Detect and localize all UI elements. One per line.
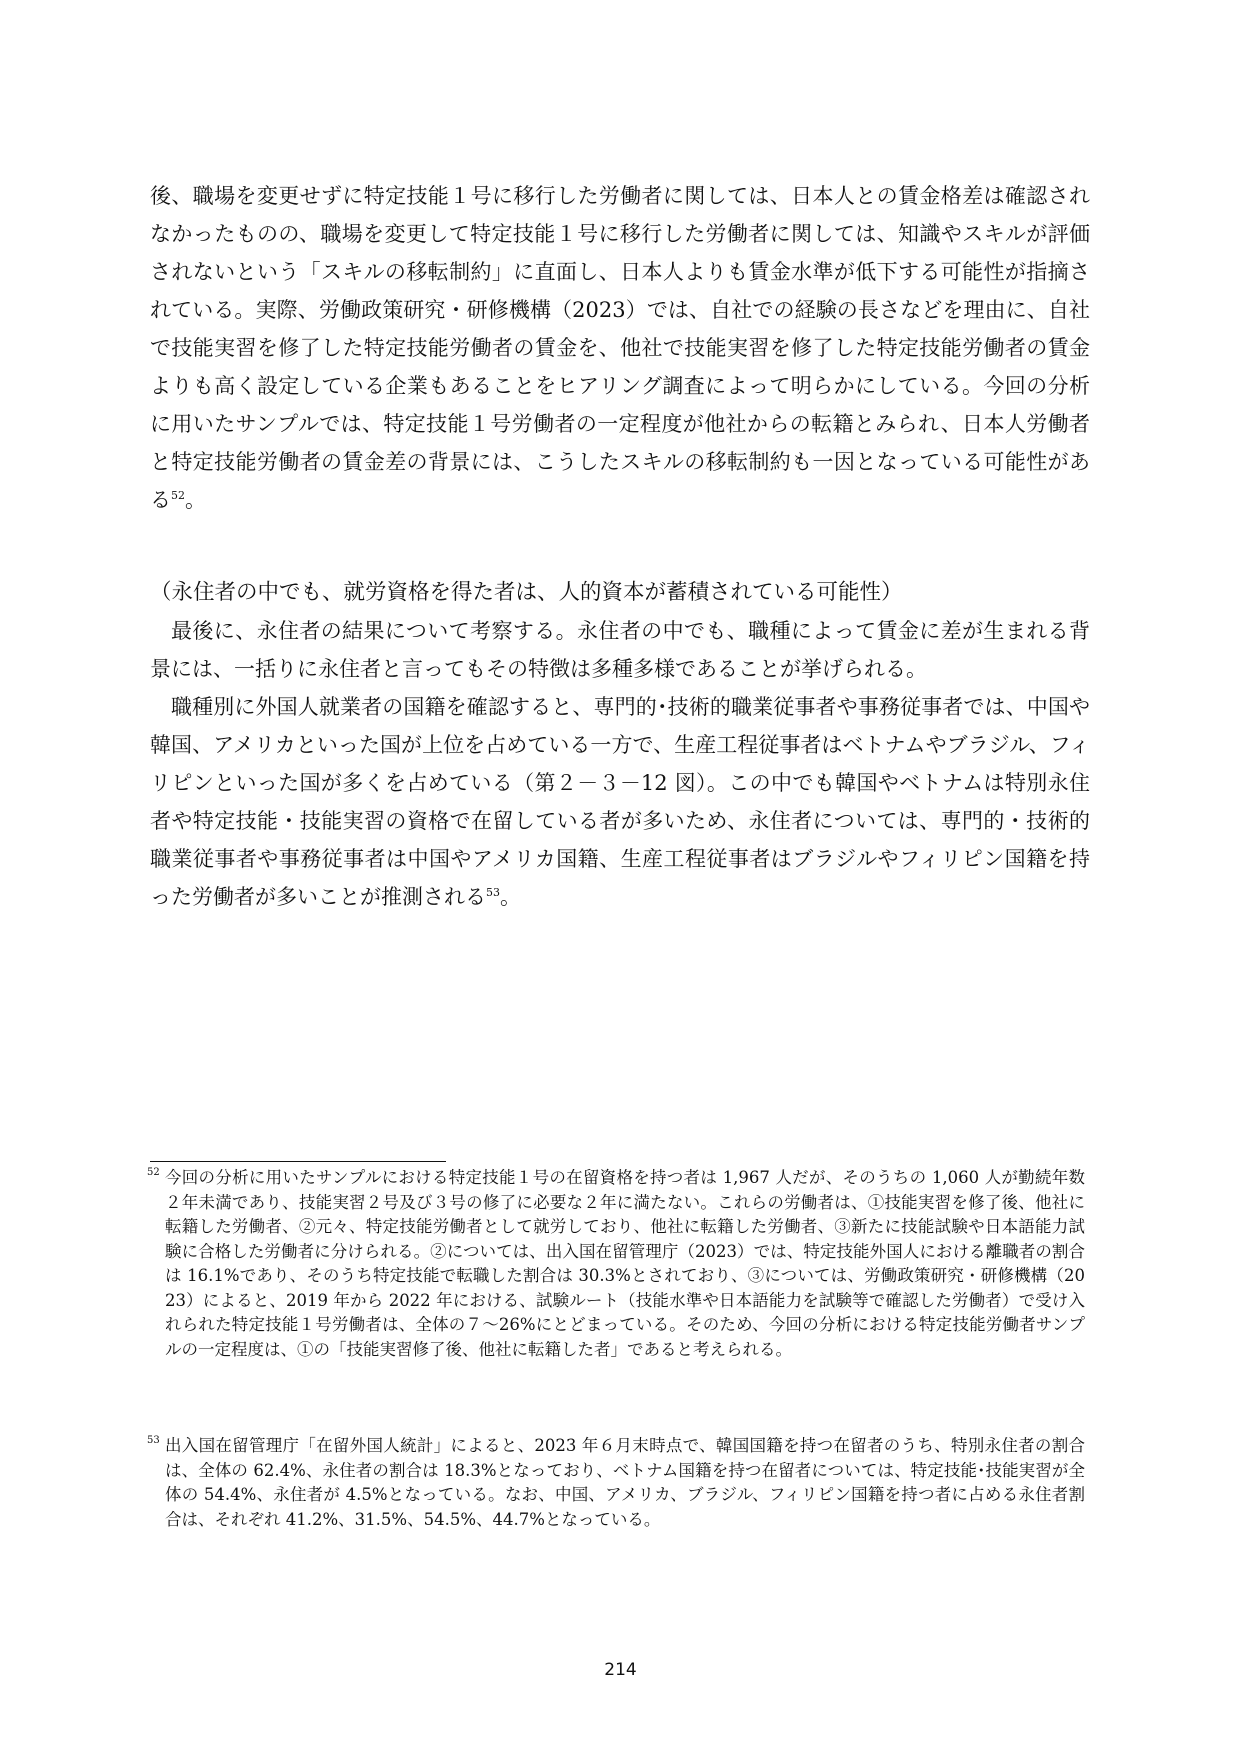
sentence-end: 。 [185, 488, 206, 512]
footnote-number: 52 [147, 1167, 160, 1178]
paragraph-text: 後、職場を変更せずに特定技能１号に移行した労働者に関しては、日本人との賃金格差は確認されなかったものの、職場を変更して特定技能１号に移行した労働者に関しては、知識やスキルが評価されないという「スキルの移転制約」に直面し、日本人よりも賃金水準が低下する可能性が指摘されている。実際、労働政策研究・研修機構（2023）では、自社での経験の長さなどを理由に、自社で技能実習を修了した特定技能労働者の賃金を、他社で技能実習を修了した特定技能労働者の賃金よりも高く設定している企業もあることをヒアリング調査によって明らかにしている。今回の分析に用いたサンプルでは、特定技能１号労働者の一定程度が他社からの転籍とみられ、日本人労働者と特定技能労働者の賃金差の背景には、こうしたスキルの移転制約も一因となっている可能性がある [150, 184, 1090, 512]
footnote-text: 出入国在留管理庁「在留外国人統計」によると、2023 年６月末時点で、韓国国籍を持つ在留者のうち、特別永住者の割合は、全体の 62.4%、永住者の割合は 18.3%となっており、ベトナム国籍を持つ在留者については、特定技能･技能実習が全体の 54.4%、永住者が 4.5%となっている。なお、中国、アメリカ、ブラジル、フィリピン国籍を持つ者に占める永住者割合は、それぞれ 41.2%、31.5%、54.5%、44.7%となっている。 [165, 1436, 1085, 1529]
footnote-number: 53 [147, 1435, 160, 1446]
body-paragraph: 最後に、永住者の結果について考察する。永住者の中でも、職種によって賃金に差が生まれる背景には、一括りに永住者と言ってもその特徴は多種多様であることが挙げられる。 [150, 619, 1090, 681]
footnote-reference: 52 [171, 489, 185, 502]
footnote-reference: 53 [486, 886, 500, 899]
footnote [147, 1434, 1085, 1532]
page-number: 214 [604, 1660, 637, 1680]
footnote-divider [150, 1161, 446, 1162]
paragraph-text: 職種別に外国人就業者の国籍を確認すると、専門的･技術的職業従事者や事務従事者では、中国や韓国、アメリカといった国が上位を占めている一方で、生産工程従事者はベトナムやブラジル、フィリピンといった国が多くを占めている（第２－３－12 図）。この中でも韓国やベトナムは特別永住者や特定技能・技能実習の資格で在留している者が多いため、永住者については、専門的・技術的職業従事者や事務従事者は中国やアメリカ国籍、生産工程従事者はブラジルやフィリピン国籍を持った労働者が多いことが推測される [150, 695, 1090, 909]
sentence-end: 。 [500, 885, 521, 909]
footnote [147, 1166, 1085, 1362]
footnote-text: 今回の分析に用いたサンプルにおける特定技能１号の在留資格を持つ者は 1,967 人だが、そのうちの 1,060 人が勤続年数２年未満であり、技能実習２号及び３号の修了に必要な２年に満たない。これらの労働者は、①技能実習を修了後、他社に転籍した労働者、②元々、特定技能労働者として就労しており、他社に転籍した労働者、③新たに技能試験や日本語能力試験に合格した労働者に分けられる。②については、出入国在留管理庁（2023）では、特定技能外国人における離職者の割合は 16.1%であり、そのうち特定技能で転職した割合は 30.3%とされており、③については、労働政策研究・研修機構（2023）によると、2019 年から 2022 年における、試験ルート（技能水準や日本語能力を試験等で確認した労働者）で受け入れられた特定技能１号労働者は、全体の７～26%にとどまっている。そのため、今回の分析における特定技能労働者サンプルの一定程度は、①の「技能実習修了後、他社に転籍した者」であると考えられる。 [165, 1168, 1085, 1359]
body-paragraph [150, 177, 1090, 519]
body-paragraph [150, 688, 1090, 916]
section-heading: （永住者の中でも、就労資格を得た者は、人的資本が蓄積されている可能性） [150, 580, 903, 605]
